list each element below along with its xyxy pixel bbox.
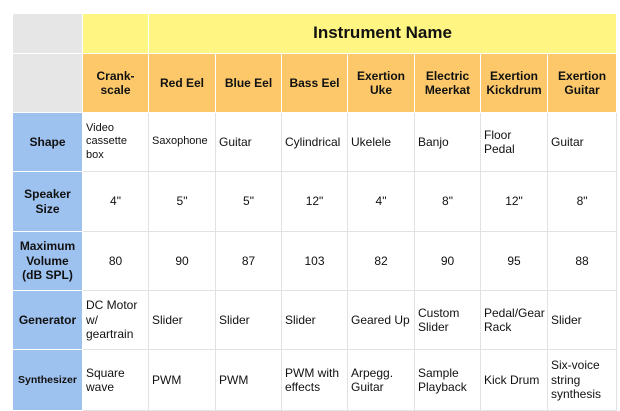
table-cell: Slider: [282, 291, 348, 350]
table-cell: 8": [548, 172, 617, 232]
table-cell: Six-voice string synthesis: [548, 350, 617, 411]
row-header-generator: Generator: [13, 291, 83, 350]
table-cell: Arpegg. Guitar: [348, 350, 415, 411]
table-cell: Kick Drum: [481, 350, 548, 411]
table-cell: Floor Pedal: [481, 113, 548, 172]
row-header-synthesizer: Synthesizer: [13, 350, 83, 411]
row-header-shape: Shape: [13, 113, 83, 172]
table-cell: Saxophone: [149, 113, 216, 172]
table-cell: 88: [548, 232, 617, 291]
table-cell: Sample Playback: [415, 350, 481, 411]
table-cell: Slider: [548, 291, 617, 350]
table-cell: 12": [481, 172, 548, 232]
instrument-table: [12, 13, 617, 411]
table-cell: Slider: [216, 291, 282, 350]
table-cell: Square wave: [83, 350, 149, 411]
column-header: Electric Meerkat: [415, 54, 481, 113]
table-cell: Guitar: [548, 113, 617, 172]
table-cell: Slider: [149, 291, 216, 350]
table-cell: Banjo: [415, 113, 481, 172]
column-header: Red Eel: [149, 54, 216, 113]
header-spacer-cell: [83, 14, 149, 54]
column-header: Exertion Kickdrum: [481, 54, 548, 113]
table-cell: 80: [83, 232, 149, 291]
table-cell: 95: [481, 232, 548, 291]
table-cell: 103: [282, 232, 348, 291]
column-header: Crank-scale: [83, 54, 149, 113]
table-cell: 5": [149, 172, 216, 232]
table-cell: Video cassette box: [83, 113, 149, 172]
table-cell: PWM with effects: [282, 350, 348, 411]
table-cell: 82: [348, 232, 415, 291]
table-row-speaker-size: [13, 172, 617, 232]
table-cell: 87: [216, 232, 282, 291]
table-cell: Pedal/Gear Rack: [481, 291, 548, 350]
row-header-speaker-size: Speaker Size: [13, 172, 83, 232]
table-row-synthesizer: [13, 350, 617, 411]
table-cell: 4": [348, 172, 415, 232]
table-cell: 90: [149, 232, 216, 291]
table-cell: 5": [216, 172, 282, 232]
table-cell: Cylindrical: [282, 113, 348, 172]
table-row-generator: [13, 291, 617, 350]
table-row-maximum-volume: [13, 232, 617, 291]
table-cell: Custom Slider: [415, 291, 481, 350]
table-cell: PWM: [149, 350, 216, 411]
table-row-shape: [13, 113, 617, 172]
column-header: Exertion Uke: [348, 54, 415, 113]
table-cell: 4": [83, 172, 149, 232]
table-cell: 12": [282, 172, 348, 232]
table-cell: Geared Up: [348, 291, 415, 350]
corner-cell-lower: [13, 54, 83, 113]
table-cell: DC Motor w/ geartrain: [83, 291, 149, 350]
table-cell: 90: [415, 232, 481, 291]
instrument-name-header: Instrument Name: [149, 14, 617, 54]
column-header: Bass Eel: [282, 54, 348, 113]
table-cell: Guitar: [216, 113, 282, 172]
row-header-maximum-volume: Maximum Volume (dB SPL): [13, 232, 83, 291]
table-cell: 8": [415, 172, 481, 232]
corner-cell: [13, 14, 83, 54]
column-header: Blue Eel: [216, 54, 282, 113]
table-cell: PWM: [216, 350, 282, 411]
column-header: Exertion Guitar: [548, 54, 617, 113]
table-cell: Ukelele: [348, 113, 415, 172]
